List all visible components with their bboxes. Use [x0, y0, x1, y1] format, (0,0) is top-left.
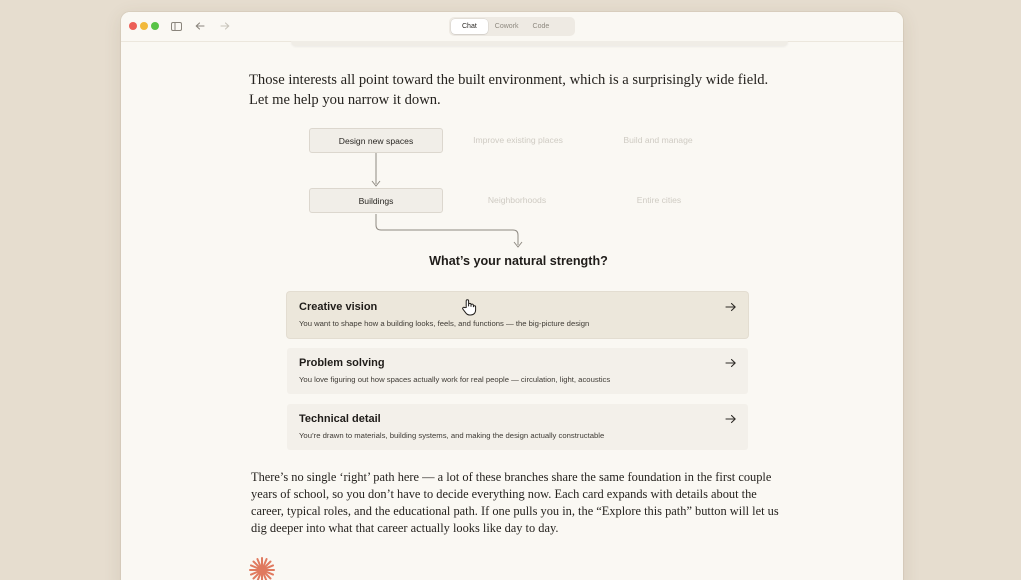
conversation-area: [121, 12, 903, 580]
tree-node-entire-cities[interactable]: Entire cities: [636, 195, 682, 205]
question-heading: What’s your natural strength?: [429, 254, 608, 268]
tree-node-design-new-spaces[interactable]: Design new spaces: [309, 128, 443, 153]
hand-cursor-icon: [461, 298, 477, 316]
tab-cowork[interactable]: Cowork: [494, 23, 519, 30]
option-card-creative-vision[interactable]: [287, 292, 748, 338]
assistant-outro-text: There’s no single ‘right’ path here — a lot of these branches share the same foundation in the first couple years of school, so you don’t have to decide everything now. Each card expands with details about the career, typical roles, and the educational path. If one pulls you in, the “Explore this path” button will let us dig deeper into what that career actually looks like day to day.: [251, 470, 779, 535]
tree-node-improve-existing-places[interactable]: Improve existing places: [473, 135, 563, 145]
assistant-intro-text: Those interests all point toward the built environment, which is a surprisingly wide field. Let me help you narrow it down.: [249, 72, 769, 108]
connector-arrowhead-1: [372, 181, 380, 186]
option-card-problem-solving[interactable]: [287, 348, 748, 394]
card-title: Problem solving: [299, 357, 385, 369]
arrow-right-icon: [725, 302, 737, 312]
card-description: You’re drawn to materials, building systems, and making the design actually constructable: [299, 431, 605, 440]
card-title: Technical detail: [299, 413, 381, 425]
tab-code[interactable]: Code: [532, 23, 550, 30]
tree-node-build-and-manage[interactable]: Build and manage: [623, 135, 693, 145]
connector-arrowhead-2: [514, 242, 522, 247]
connector-line-2: [376, 214, 518, 245]
arrow-right-icon: [725, 358, 737, 368]
spark-icon: [247, 555, 277, 580]
tree-node-neighborhoods[interactable]: Neighborhoods: [487, 195, 547, 205]
card-title: Creative vision: [299, 301, 378, 313]
arrow-right-icon: [725, 414, 737, 424]
option-card-technical-detail[interactable]: [287, 404, 748, 450]
card-description: You want to shape how a building looks, feels, and functions — the big-picture design: [299, 319, 590, 328]
card-description: You love figuring out how spaces actually work for real people — circulation, light, acoustics: [299, 375, 611, 384]
app-window: [121, 12, 903, 580]
tab-chat[interactable]: Chat: [451, 19, 488, 34]
tree-node-buildings[interactable]: Buildings: [309, 188, 443, 213]
